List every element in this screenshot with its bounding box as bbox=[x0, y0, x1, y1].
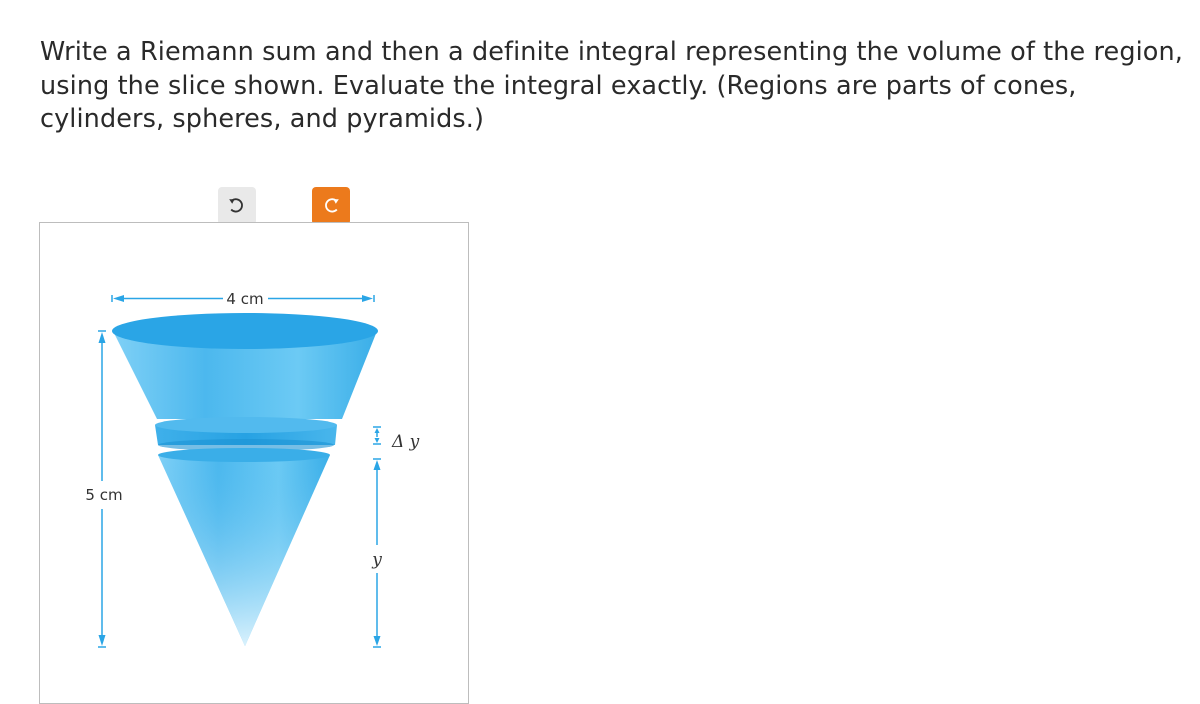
height-dimension bbox=[85, 331, 122, 647]
y-label: y bbox=[372, 550, 382, 570]
cone-figure bbox=[39, 222, 469, 704]
cone-upper-frustum bbox=[112, 313, 378, 419]
delta-y-dimension bbox=[373, 427, 420, 452]
rotate-counterclockwise-icon bbox=[226, 195, 248, 217]
height-label: 5 cm bbox=[85, 486, 123, 504]
cone-slice bbox=[155, 417, 337, 451]
rotate-clockwise-icon bbox=[320, 195, 342, 217]
rotate-right-button[interactable] bbox=[312, 187, 350, 225]
width-dimension bbox=[112, 290, 374, 308]
cone-lower bbox=[158, 448, 330, 646]
width-label: 4 cm bbox=[226, 290, 264, 308]
question-text: Write a Riemann sum and then a definite integral representing the volume of the region, using the slice shown. Evaluate the integral exactly. (Regions are parts of cones, cylinders, spheres, and pyramids.) bbox=[40, 37, 1183, 134]
cone-diagram bbox=[40, 223, 468, 703]
y-dimension bbox=[371, 459, 382, 647]
rotate-left-button[interactable] bbox=[218, 187, 256, 225]
delta-y-label: Δ y bbox=[392, 432, 420, 452]
